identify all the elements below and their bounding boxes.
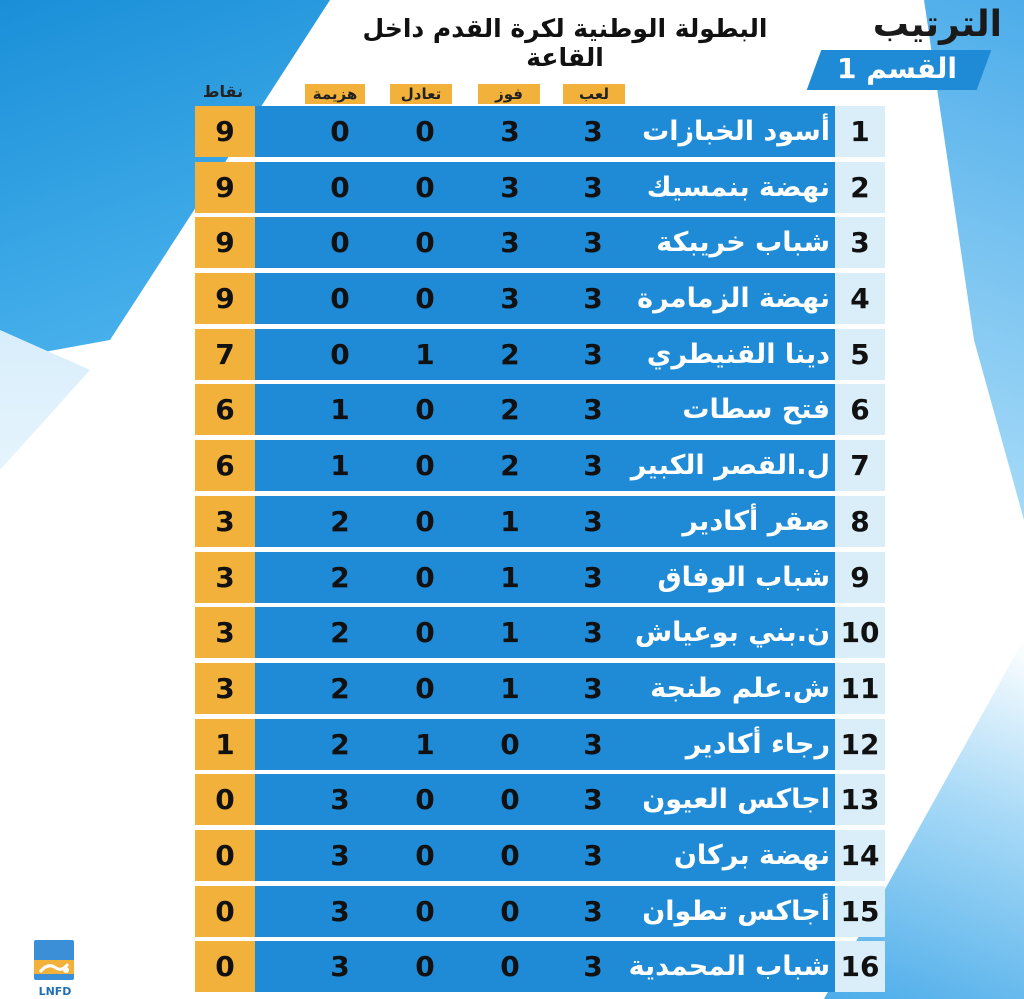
won-cell: 1 — [500, 560, 520, 594]
points-cell: 7 — [195, 329, 255, 380]
lost-cell: 0 — [330, 337, 350, 371]
points-cell: 0 — [195, 830, 255, 881]
won-cell: 2 — [500, 449, 520, 483]
played-cell: 3 — [583, 170, 603, 204]
draw-cell: 0 — [415, 838, 435, 872]
lost-cell: 2 — [330, 727, 350, 761]
won-cell: 1 — [500, 671, 520, 705]
played-cell: 3 — [583, 337, 603, 371]
team-stats-cell — [255, 941, 835, 992]
rank-cell: 8 — [835, 496, 885, 547]
points-cell: 0 — [195, 941, 255, 992]
team-name: شباب المحمدية — [628, 951, 830, 983]
background-shape-left-lower — [0, 330, 160, 999]
team-name: أسود الخبازات — [642, 116, 830, 147]
team-stats-cell — [255, 774, 835, 825]
rank-cell: 6 — [835, 384, 885, 435]
won-cell: 2 — [500, 393, 520, 427]
team-name: نهضة بركان — [673, 839, 830, 871]
draw-cell: 0 — [415, 393, 435, 427]
team-stats-cell — [255, 607, 835, 658]
played-cell: 3 — [583, 950, 603, 984]
lost-cell: 2 — [330, 504, 350, 538]
won-cell: 3 — [500, 226, 520, 260]
rank-cell: 7 — [835, 440, 885, 491]
table-row — [195, 329, 885, 380]
rank-cell: 11 — [835, 663, 885, 714]
rank-cell: 3 — [835, 217, 885, 268]
team-stats-cell — [255, 552, 835, 603]
rank-cell: 16 — [835, 941, 885, 992]
table-row — [195, 496, 885, 547]
played-cell: 3 — [583, 115, 603, 148]
draw-cell: 0 — [415, 282, 435, 316]
team-stats-cell — [255, 329, 835, 380]
draw-cell: 0 — [415, 560, 435, 594]
table-row — [195, 663, 885, 714]
column-header-lost: هزيمة — [305, 84, 365, 104]
page-title: البطولة الوطنية لكرة القدم داخل القاعة — [362, 14, 768, 72]
lost-cell: 3 — [330, 783, 350, 817]
won-cell: 0 — [500, 950, 520, 984]
points-cell: 6 — [195, 440, 255, 491]
table-row — [195, 217, 885, 268]
table-row — [195, 440, 885, 491]
draw-cell: 0 — [415, 616, 435, 650]
table-row — [195, 774, 885, 825]
played-cell: 3 — [583, 727, 603, 761]
won-cell: 0 — [500, 838, 520, 872]
column-header-played: لعب — [563, 84, 625, 104]
rank-cell: 2 — [835, 162, 885, 213]
won-cell: 1 — [500, 616, 520, 650]
team-stats-cell — [255, 162, 835, 213]
table-row — [195, 830, 885, 881]
won-cell: 0 — [500, 783, 520, 817]
points-cell: 9 — [195, 106, 255, 157]
played-cell: 3 — [583, 226, 603, 260]
table-row — [195, 607, 885, 658]
lost-cell: 3 — [330, 950, 350, 984]
rank-cell: 12 — [835, 719, 885, 770]
played-cell: 3 — [583, 393, 603, 427]
table-row — [195, 941, 885, 992]
draw-cell: 0 — [415, 783, 435, 817]
lost-cell: 0 — [330, 170, 350, 204]
team-name: نهضة بنمسيك — [646, 171, 830, 203]
points-cell: 6 — [195, 384, 255, 435]
rank-cell: 1 — [835, 106, 885, 157]
rank-cell: 14 — [835, 830, 885, 881]
won-cell: 0 — [500, 894, 520, 928]
points-cell: 3 — [195, 552, 255, 603]
team-stats-cell — [255, 663, 835, 714]
team-stats-cell — [255, 719, 835, 770]
lost-cell: 1 — [330, 393, 350, 427]
team-name: رجاء أكادير — [685, 728, 830, 760]
team-name: ش.علم طنجة — [650, 672, 830, 704]
points-cell: 9 — [195, 162, 255, 213]
rank-cell: 9 — [835, 552, 885, 603]
points-cell: 0 — [195, 886, 255, 937]
played-cell: 3 — [583, 560, 603, 594]
table-row — [195, 106, 885, 157]
column-header-won: فوز — [478, 84, 540, 104]
team-name: ل.القصر الكبير — [630, 450, 830, 482]
rank-cell: 15 — [835, 886, 885, 937]
team-name: شباب خريبكة — [656, 227, 830, 259]
played-cell: 3 — [583, 838, 603, 872]
draw-cell: 0 — [415, 449, 435, 483]
played-cell: 3 — [583, 282, 603, 316]
division-label: القسم 1 — [837, 52, 957, 85]
draw-cell: 0 — [415, 504, 435, 538]
team-stats-cell — [255, 886, 835, 937]
lost-cell: 3 — [330, 838, 350, 872]
rank-cell: 4 — [835, 273, 885, 324]
draw-cell: 0 — [415, 170, 435, 204]
played-cell: 3 — [583, 783, 603, 817]
played-cell: 3 — [583, 504, 603, 538]
team-stats-cell — [255, 440, 835, 491]
draw-cell: 1 — [415, 727, 435, 761]
team-name: دينا القنيطري — [646, 338, 830, 370]
won-cell: 0 — [500, 727, 520, 761]
draw-cell: 0 — [415, 115, 435, 148]
standings-table — [195, 106, 885, 997]
draw-cell: 0 — [415, 671, 435, 705]
league-logo-text: LNFD — [38, 985, 72, 998]
draw-cell: 1 — [415, 337, 435, 371]
team-stats-cell — [255, 217, 835, 268]
ranking-heading: الترتيب — [872, 4, 1002, 45]
won-cell: 3 — [500, 282, 520, 316]
team-stats-cell — [255, 384, 835, 435]
team-stats-cell — [255, 830, 835, 881]
won-cell: 2 — [500, 337, 520, 371]
played-cell: 3 — [583, 671, 603, 705]
column-header-draw: تعادل — [390, 84, 452, 104]
table-row — [195, 552, 885, 603]
team-name: اجاكس العيون — [642, 784, 830, 816]
lost-cell: 2 — [330, 671, 350, 705]
column-header-points: نقاط — [202, 82, 244, 101]
table-row — [195, 162, 885, 213]
table-row — [195, 273, 885, 324]
table-row — [195, 384, 885, 435]
team-name: ن.بني بوعياش — [634, 617, 830, 649]
points-cell: 3 — [195, 496, 255, 547]
draw-cell: 0 — [415, 226, 435, 260]
team-name: شباب الوفاق — [657, 561, 830, 593]
played-cell: 3 — [583, 616, 603, 650]
team-name: فتح سطات — [682, 394, 830, 426]
points-cell: 3 — [195, 607, 255, 658]
points-cell: 9 — [195, 273, 255, 324]
points-cell: 0 — [195, 774, 255, 825]
lost-cell: 1 — [330, 449, 350, 483]
team-name: صقر أكادير — [682, 505, 830, 537]
lost-cell: 0 — [330, 282, 350, 316]
draw-cell: 0 — [415, 950, 435, 984]
lost-cell: 0 — [330, 226, 350, 260]
played-cell: 3 — [583, 894, 603, 928]
team-stats-cell — [255, 106, 835, 157]
lost-cell: 2 — [330, 560, 350, 594]
team-stats-cell — [255, 496, 835, 547]
lost-cell: 3 — [330, 894, 350, 928]
won-cell: 3 — [500, 115, 520, 148]
rank-cell: 10 — [835, 607, 885, 658]
table-row — [195, 719, 885, 770]
team-stats-cell — [255, 273, 835, 324]
table-row — [195, 886, 885, 937]
points-cell: 3 — [195, 663, 255, 714]
lost-cell: 2 — [330, 616, 350, 650]
won-cell: 3 — [500, 170, 520, 204]
draw-cell: 0 — [415, 894, 435, 928]
played-cell: 3 — [583, 449, 603, 483]
rank-cell: 13 — [835, 774, 885, 825]
won-cell: 1 — [500, 504, 520, 538]
points-cell: 1 — [195, 719, 255, 770]
team-name: أجاكس تطوان — [642, 895, 830, 927]
points-cell: 9 — [195, 217, 255, 268]
lost-cell: 0 — [330, 115, 350, 148]
rank-cell: 5 — [835, 329, 885, 380]
team-name: نهضة الزمامرة — [637, 283, 830, 315]
